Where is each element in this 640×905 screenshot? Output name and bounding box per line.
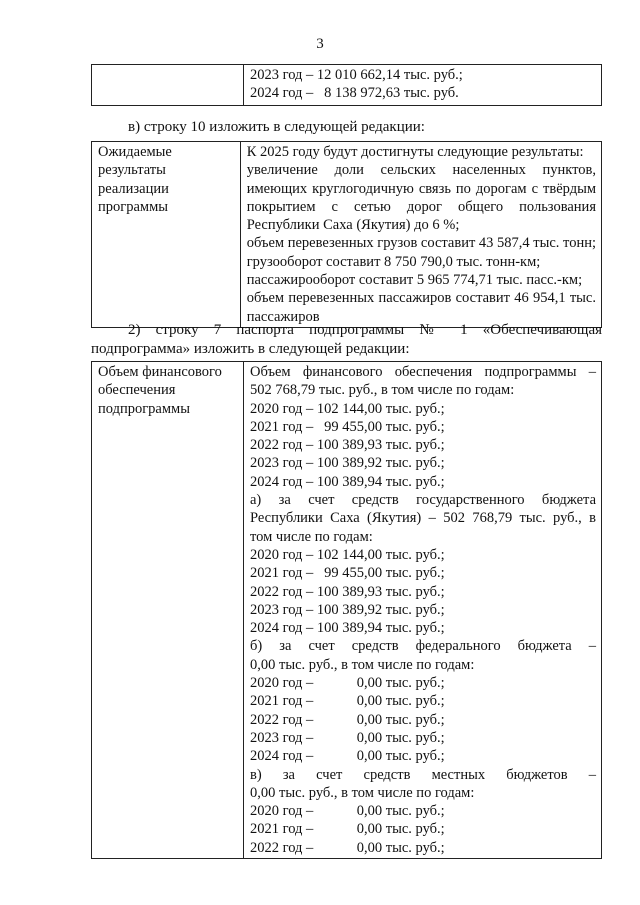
result-line: имеющих круглогодичную связь по дорогам с твёрдым: [246, 180, 596, 197]
funding-line: 2023 год – 100 389,92 тыс. руб.;: [250, 455, 445, 472]
subprogram-funding-label: [92, 362, 244, 859]
funding-line: Объем финансового обеспечения подпрограммы –: [250, 364, 596, 380]
subprogram-funding-text: [244, 362, 602, 859]
expected-results-table: [91, 141, 602, 328]
funding-line: 2021 год – 99 455,00 тыс. руб.;: [250, 418, 445, 435]
funding-line: 2020 год – 102 144,00 тыс. руб.;: [250, 400, 445, 417]
result-line: пассажирооборот составит 5 965 774,71 тыс. пасс.-км;: [246, 272, 583, 289]
funding-line: 2024 год – 100 389,94 тыс. руб.;: [250, 473, 445, 490]
funding-line: а) за счет средств государственного бюджета: [250, 492, 596, 509]
label-line: подпрограммы: [98, 400, 190, 417]
funding-line: 2024 год – 8 138 972,63 тыс. руб.: [250, 85, 459, 102]
paragraph-2-line-1: 2) строку 7 паспорта подпрограммы № 1 «Обеспечивающая: [128, 322, 602, 338]
label-line: Объем финансового: [98, 364, 222, 380]
funding-line: 2022 год – 0,00 тыс. руб.;: [250, 711, 445, 728]
funding-line: 2021 год – 99 455,00 тыс. руб.;: [250, 565, 445, 582]
funding-line: б) за счет средств федерального бюджета –: [250, 638, 596, 655]
label-line: результаты: [98, 162, 166, 179]
funding-line: Республики Саха (Якутия) – 502 768,79 тыс. руб., в: [250, 510, 596, 527]
funding-line: 2020 год – 102 144,00 тыс. руб.;: [250, 546, 445, 563]
result-line: объем перевезенных пассажиров составит 46 954,1 тыс.: [246, 290, 596, 307]
subprogram-funding-table: [91, 361, 602, 859]
funding-line: 2021 год – 0,00 тыс. руб.;: [250, 821, 445, 838]
funding-line: том числе по годам:: [250, 528, 373, 545]
funding-line: 2023 год – 100 389,92 тыс. руб.;: [250, 601, 445, 618]
expected-results-label: [92, 142, 241, 328]
result-line: К 2025 году будут достигнуты следующие результаты:: [246, 144, 584, 160]
paragraph-v: в) строку 10 изложить в следующей редакции:: [128, 119, 425, 135]
funding-line: 2024 год – 100 389,94 тыс. руб.;: [250, 620, 445, 637]
funding-years-cell: [244, 65, 602, 106]
funding-line: в) за счет средств местных бюджетов –: [250, 766, 596, 783]
result-line: покрытием с сетью дорог общего пользования: [246, 198, 596, 215]
funding-line: 2020 год – 0,00 тыс. руб.;: [250, 803, 445, 820]
result-line: объем перевезенных грузов составит 43 587,4 тыс. тонн;: [246, 235, 596, 252]
result-line: пассажиров: [246, 308, 320, 325]
funding-line: 502 768,79 тыс. руб., в том числе по годам:: [250, 382, 515, 399]
funding-line: 2022 год – 100 389,93 тыс. руб.;: [250, 583, 445, 600]
label-line: реализации: [98, 180, 169, 197]
label-line: программы: [98, 198, 168, 215]
funding-continuation-table: [91, 64, 602, 106]
page-number: 3: [316, 36, 324, 52]
funding-line: 2021 год – 0,00 тыс. руб.;: [250, 693, 445, 710]
label-line: Ожидаемые: [98, 144, 172, 160]
label-line: обеспечения: [98, 382, 176, 399]
funding-line: 2023 год – 0,00 тыс. руб.;: [250, 729, 445, 746]
result-line: грузооборот составит 8 750 790,0 тыс. тонн-км;: [246, 253, 541, 270]
result-line: увеличение доли сельских населенных пунктов,: [246, 162, 596, 179]
funding-line: 0,00 тыс. руб., в том числе по годам:: [250, 656, 475, 673]
funding-line: 2024 год – 0,00 тыс. руб.;: [250, 748, 445, 765]
paragraph-2-line-2: подпрограмма» изложить в следующей редакции:: [91, 341, 410, 357]
funding-line: 0,00 тыс. руб., в том числе по годам:: [250, 784, 475, 801]
expected-results-text: [240, 142, 601, 328]
funding-line: 2022 год – 0,00 тыс. руб.;: [250, 839, 445, 856]
empty-label-cell: [92, 65, 244, 106]
result-line: Республики Саха (Якутия) до 6 %;: [246, 217, 460, 234]
funding-line: 2022 год – 100 389,93 тыс. руб.;: [250, 437, 445, 454]
funding-line: 2020 год – 0,00 тыс. руб.;: [250, 675, 445, 692]
funding-line: 2023 год – 12 010 662,14 тыс. руб.;: [250, 67, 463, 83]
